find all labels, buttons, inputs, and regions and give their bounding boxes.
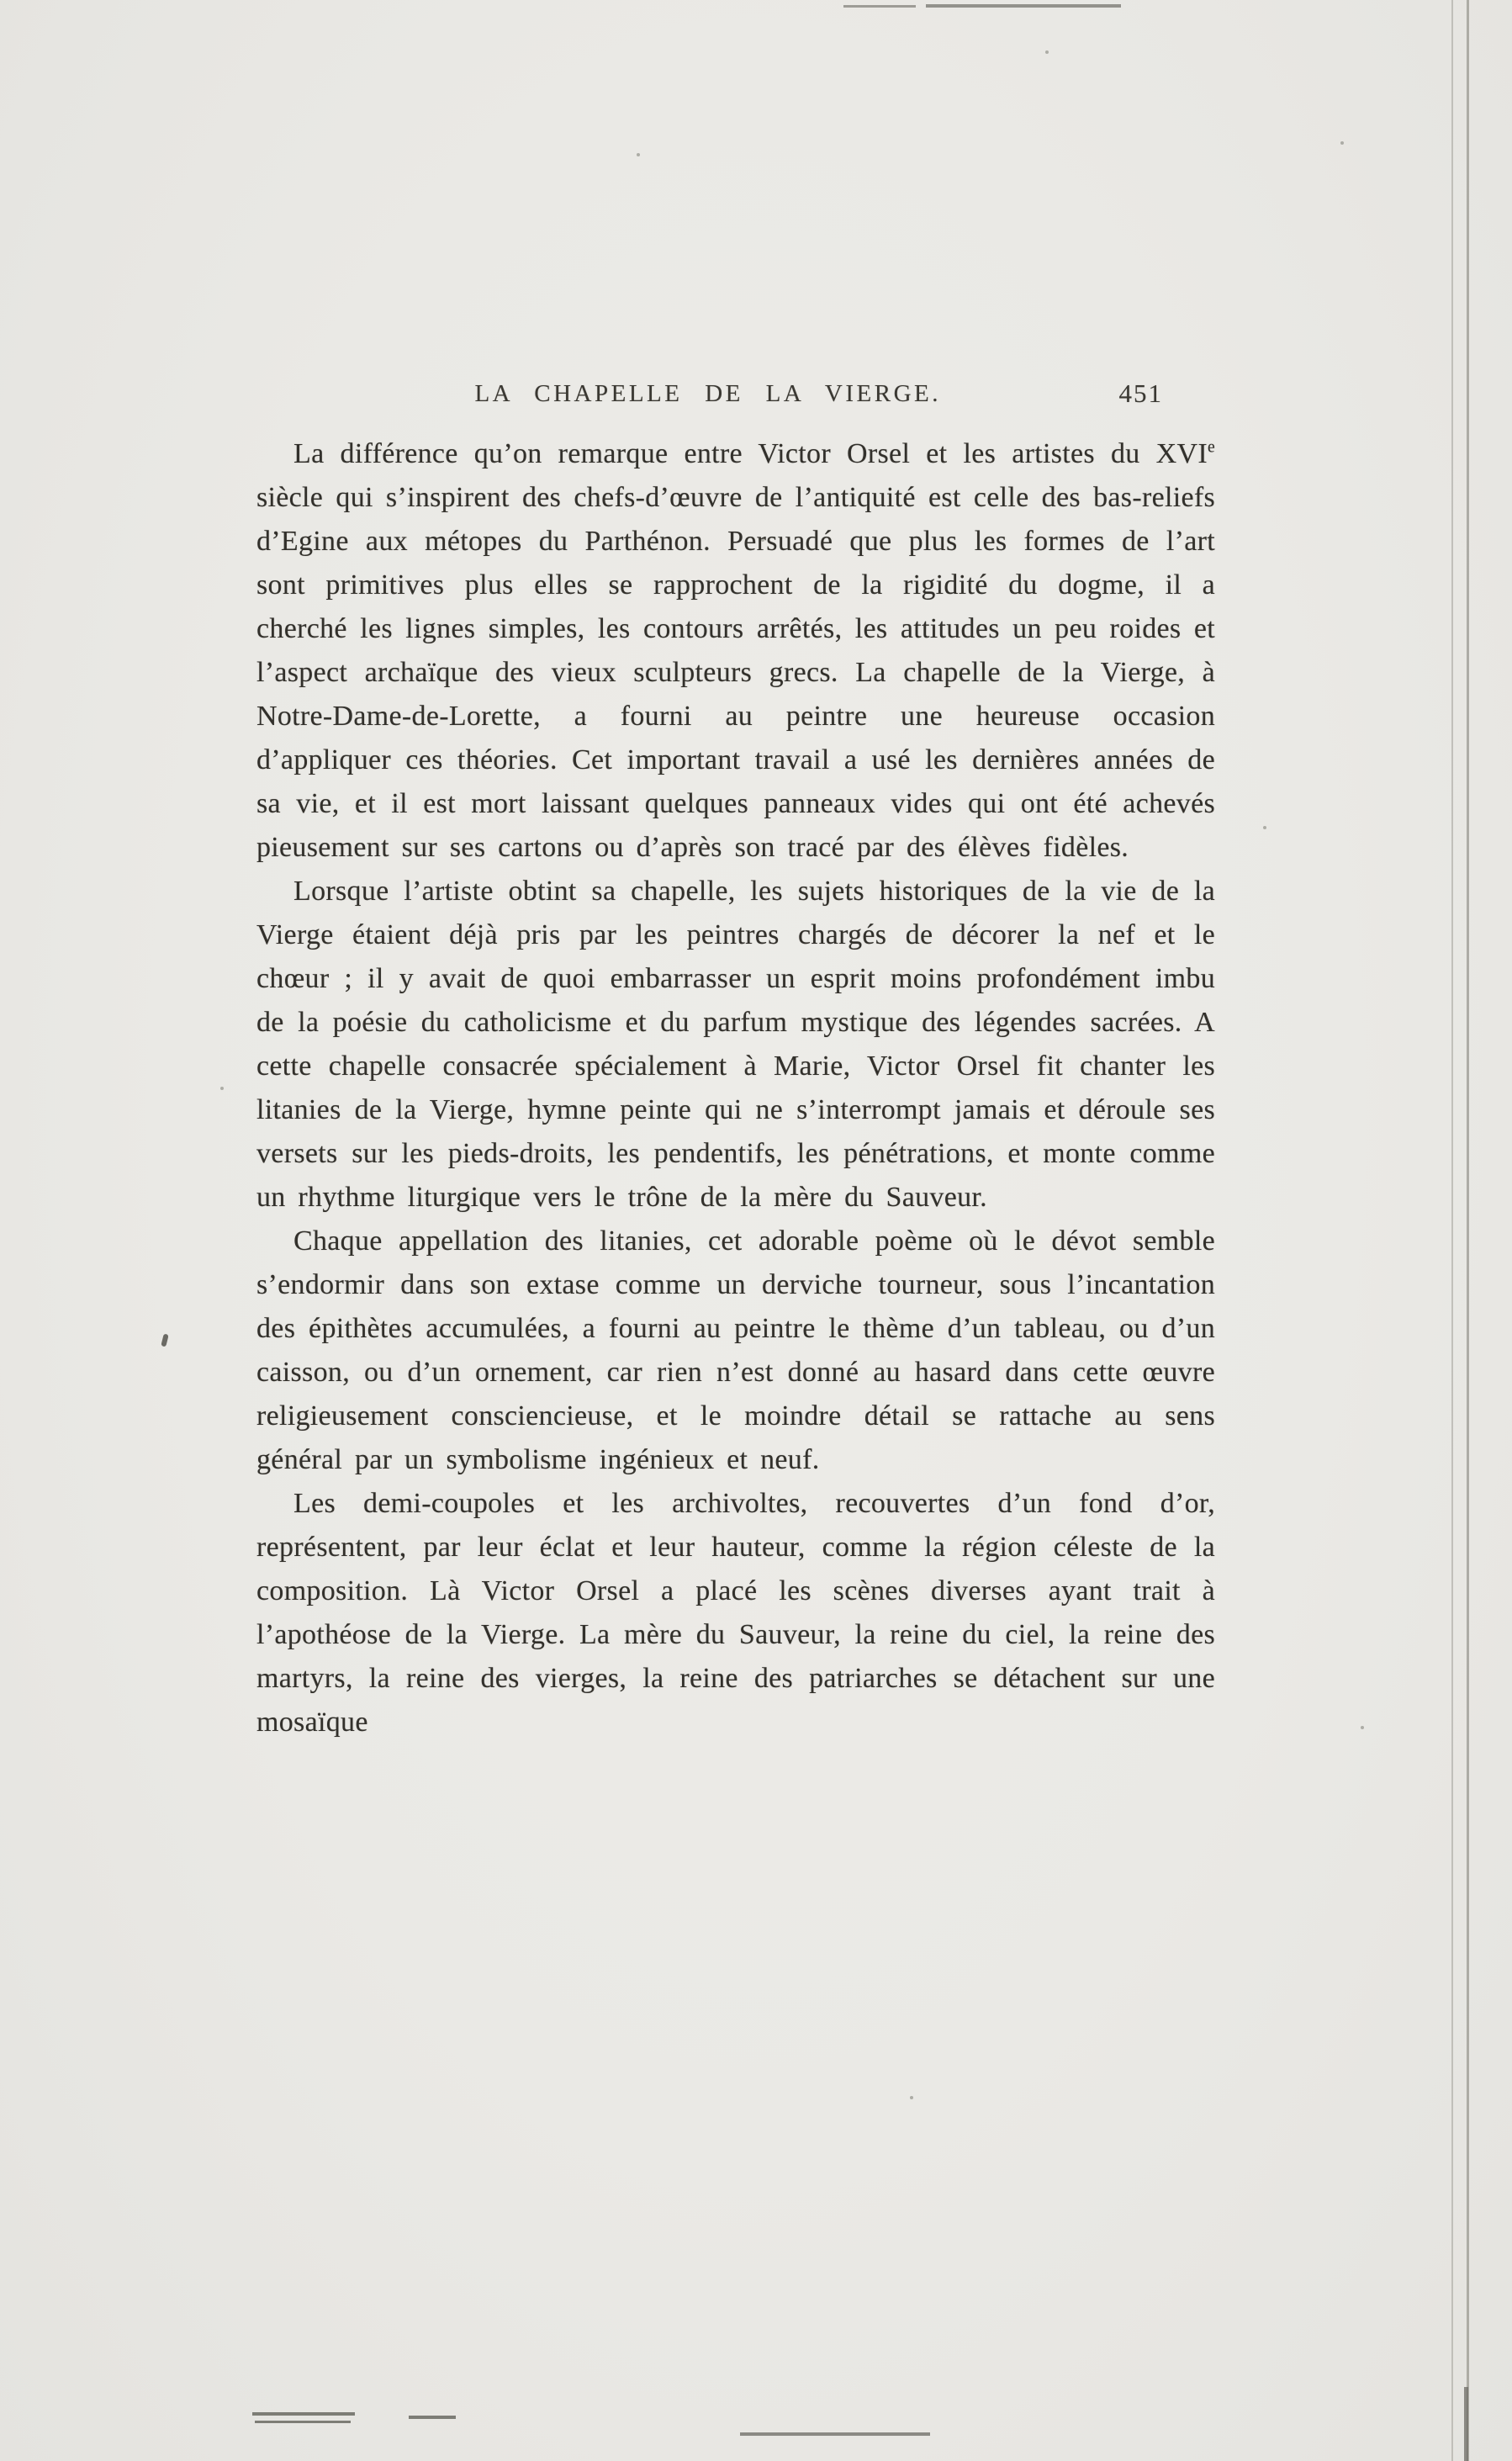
paragraph (256, 432, 1215, 870)
paragraph (256, 1220, 1215, 1482)
paragraph-text: siècle qui s’inspirent des chefs-d’œuvre de l’antiquité est celle des bas-reliefs d’Egine aux métopes du Parthénon. Persuadé que plus les formes de l’art sont primitives plus elles se rapprochent de la rigidité du dogme, il a cherché les lignes simples, les contours arrêtés, les attitudes un peu roides et l’aspect archaïque des vieux sculpteurs grecs. La chapelle de la Vierge, à Notre-Dame-de-Lorette, a fourni au peintre une heureuse occasion d’appliquer ces théories. Cet important travail a usé les dernières années de sa vie, et il est mort laissant quelques panneaux vides qui ont été achevés pieusement sur ses cartons ou d’après son tracé par des élèves fidèles. (256, 482, 1215, 863)
scan-dash-top-1 (843, 5, 916, 8)
scan-line-right-bottom (1464, 2387, 1468, 2461)
text-block (256, 380, 1215, 1744)
scan-speck-8 (910, 2096, 913, 2099)
paragraph-text: Les demi-coupoles et les archivoltes, recouvertes d’un fond d’or, représentent, par leur éclat et leur hauteur, comme la région céleste de la composition. Là Victor Orsel a placé les scènes diverses ayant trait à l’apothéose de la Vierge. La mère du Sauveur, la reine du ciel, la reine des martyrs, la reine des vierges, la reine des patriarches se détachent sur une mosaïque (256, 1488, 1215, 1738)
scan-speck-3 (637, 153, 640, 156)
scan-mark-bottom-3 (740, 2432, 930, 2436)
paragraph-text: Chaque appellation des litanies, cet adorable poème où le dévot semble s’endormir dans son extase comme un derviche tourneur, sous l’incantation des épithètes accumulées, a fourni au peintre le thème d’un tableau, ou d’un caisson, ou d’un ornement, car rien n’est donné au hasard dans cette œuvre religieusement consciencieuse, et le moindre détail se rattache au sens général par un symbolisme ingénieux et neuf. (256, 1225, 1215, 1475)
scan-dash-top-2 (926, 4, 1121, 8)
scan-speck-2 (1340, 141, 1344, 145)
paragraph-text: Lorsque l’artiste obtint sa chapelle, les sujets historiques de la vie de la Vierge étaient déjà pris par les peintres chargés de décorer la nef et le chœur ; il y avait de quoi embarrasser un esprit moins profondément imbu de la poésie du catholicisme et du parfum mystique des légendes sacrées. A cette chapelle consacrée spécialement à Marie, Victor Orsel fit chanter les litanies de la Vierge, hymne peinte qui ne s’interrompt jamais et déroule ses versets sur les pieds-droits, les pendentifs, les pénétrations, et monte comme un rhythme liturgique vers le trône de la mère du Sauveur. (256, 876, 1215, 1213)
running-title: LA CHAPELLE DE LA VIERGE. (474, 380, 941, 407)
scan-speck-6 (220, 1087, 224, 1090)
paragraph (256, 1482, 1215, 1744)
page-number: 451 (1118, 378, 1163, 408)
body-text (256, 432, 1215, 1744)
scan-line-right-outer (1467, 0, 1469, 2461)
page-header (256, 380, 1215, 417)
superscript-text: e (1207, 437, 1215, 457)
paragraph-text: La différence qu’on remarque entre Victor Orsel et les artistes du XVI (293, 438, 1208, 469)
scan-speck-1 (1045, 50, 1049, 54)
scan-speck-5 (1263, 826, 1266, 829)
scan-mark-bottom-1b (255, 2421, 351, 2423)
scan-mark-bottom-2 (409, 2416, 456, 2419)
scan-mark-left-margin (161, 1333, 168, 1347)
scan-line-right-inner (1451, 0, 1453, 2461)
scan-speck-7 (1361, 1726, 1364, 1729)
scan-mark-bottom-1a (252, 2412, 355, 2416)
paragraph (256, 870, 1215, 1220)
